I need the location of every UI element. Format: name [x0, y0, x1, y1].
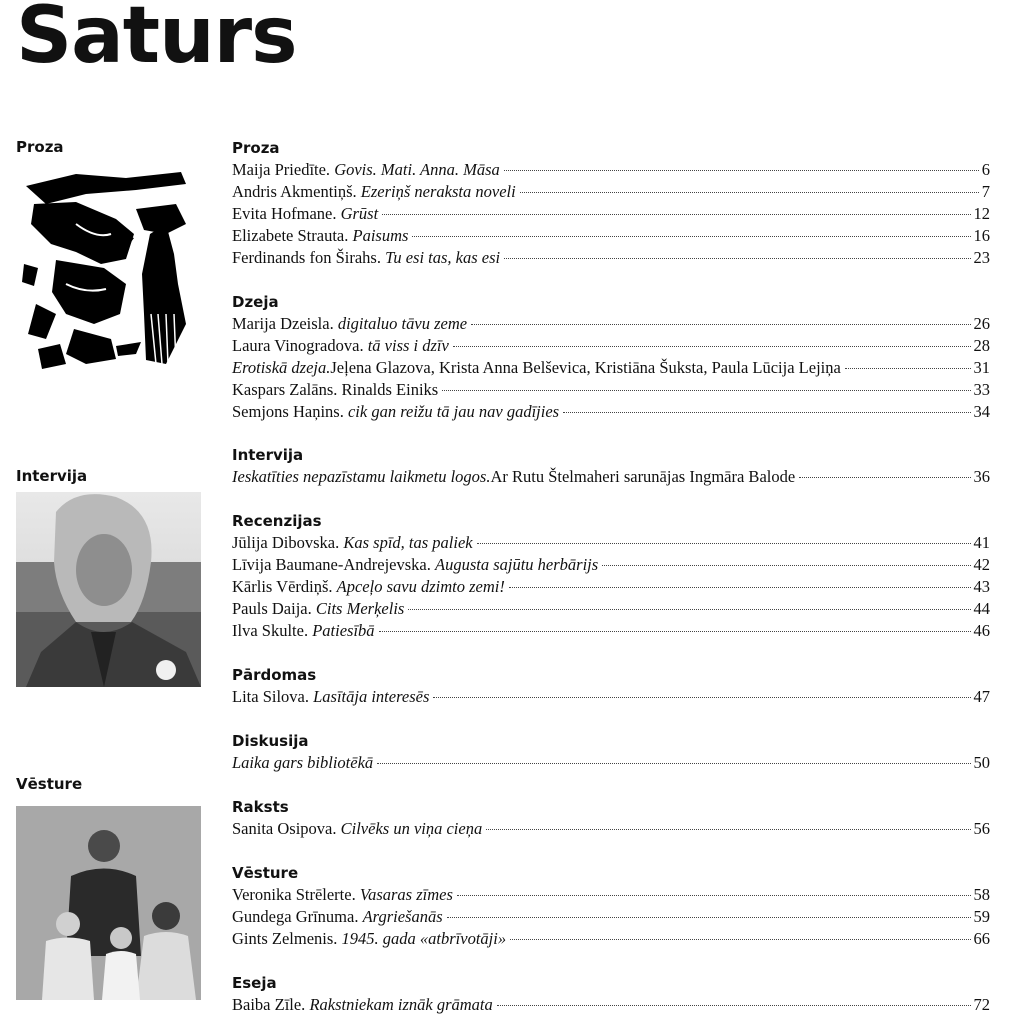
toc-entry[interactable]: Veronika Strēlerte. Vasaras zīmes 58 — [232, 885, 990, 904]
toc-entry[interactable]: Maija Priedīte. Govis. Mati. Anna. Māsa 6 — [232, 160, 990, 179]
toc-section-proza — [232, 137, 990, 269]
toc-entry[interactable]: Kaspars Zalāns. Rinalds Einiks 33 — [232, 380, 990, 399]
toc-section-pardomas — [232, 664, 990, 708]
toc-entry[interactable]: Evita Hofmane. Grūst 12 — [232, 204, 990, 223]
toc-entry[interactable]: Baiba Zīle. Rakstniekam iznāk grāmata 72 — [232, 995, 990, 1014]
toc-section-dzeja — [232, 291, 990, 423]
section-heading: Intervija — [232, 446, 304, 464]
toc-section-intervija — [232, 444, 990, 488]
sidebar-label-proza: Proza — [16, 138, 64, 156]
toc-entry[interactable]: Ferdinands fon Širahs. Tu esi tas, kas esi 23 — [232, 248, 990, 267]
section-heading: Vēsture — [232, 864, 299, 882]
section-heading: Raksts — [232, 798, 289, 816]
family-photo-image — [16, 806, 201, 1000]
toc-entry[interactable]: Ilva Skulte. Patiesībā 46 — [232, 621, 990, 640]
toc-section-diskusija — [232, 730, 990, 774]
toc-entry[interactable]: Semjons Haņins. cik gan reižu tā jau nav gadījies 34 — [232, 402, 990, 421]
toc-entry[interactable]: Līvija Baumane-Andrejevska. Augusta sajūtu herbārijs 42 — [232, 555, 990, 574]
toc-entry[interactable]: Ieskatīties nepazīstamu laikmetu logos. Ar Rutu Štelmaheri sarunājas Ingmāra Balode 36 — [232, 467, 990, 486]
toc-section-raksts — [232, 796, 990, 840]
toc-entry[interactable]: Andris Akmentiņš. Ezeriņš neraksta noveli 7 — [232, 182, 990, 201]
toc-entry[interactable]: Marija Dzeisla. digitaluo tāvu zeme 26 — [232, 314, 990, 333]
toc-section-vesture — [232, 862, 990, 950]
toc-entry[interactable]: Lita Silova. Lasītāja interesēs 47 — [232, 687, 990, 706]
sidebar-label-intervija: Intervija — [16, 467, 88, 485]
toc-section-recenzijas — [232, 510, 990, 642]
toc-entry[interactable]: Laika gars bibliotēkā 50 — [232, 753, 990, 772]
section-heading: Diskusija — [232, 732, 309, 750]
section-heading: Proza — [232, 139, 280, 157]
toc-entry[interactable]: Sanita Osipova. Cilvēks un viņa cieņa 56 — [232, 819, 990, 838]
portrait-photo-image — [16, 492, 201, 687]
section-heading: Pārdomas — [232, 666, 317, 684]
toc-entry[interactable]: Pauls Daija. Cits Merķelis 44 — [232, 599, 990, 618]
section-heading: Dzeja — [232, 293, 279, 311]
toc-entry[interactable]: Kārlis Vērdiņš. Apceļo savu dzimto zemi! 43 — [232, 577, 990, 596]
toc-entry[interactable]: Erotiskā dzeja. Jeļena Glazova, Krista Anna Belševica, Kristiāna Šuksta, Paula Lūcija Lejiņa 31 — [232, 358, 990, 377]
toc-entry[interactable]: Laura Vinogradova. tā viss i dzīv 28 — [232, 336, 990, 355]
section-heading: Eseja — [232, 974, 277, 992]
toc-entry[interactable]: Gundega Grīnuma. Argriešanās 59 — [232, 907, 990, 926]
toc-entry[interactable]: Jūlija Dibovska. Kas spīd, tas paliek 41 — [232, 533, 990, 552]
toc-section-eseja — [232, 972, 990, 1016]
page-title: Saturs — [16, 0, 297, 81]
toc-entry[interactable]: Gints Zelmenis. 1945. gada «atbrīvotāji» 66 — [232, 929, 990, 948]
woodcut-illustration-image — [16, 164, 202, 374]
sidebar-label-vesture: Vēsture — [16, 775, 83, 793]
section-heading: Recenzijas — [232, 512, 322, 530]
toc-entry[interactable]: Elizabete Strauta. Paisums 16 — [232, 226, 990, 245]
